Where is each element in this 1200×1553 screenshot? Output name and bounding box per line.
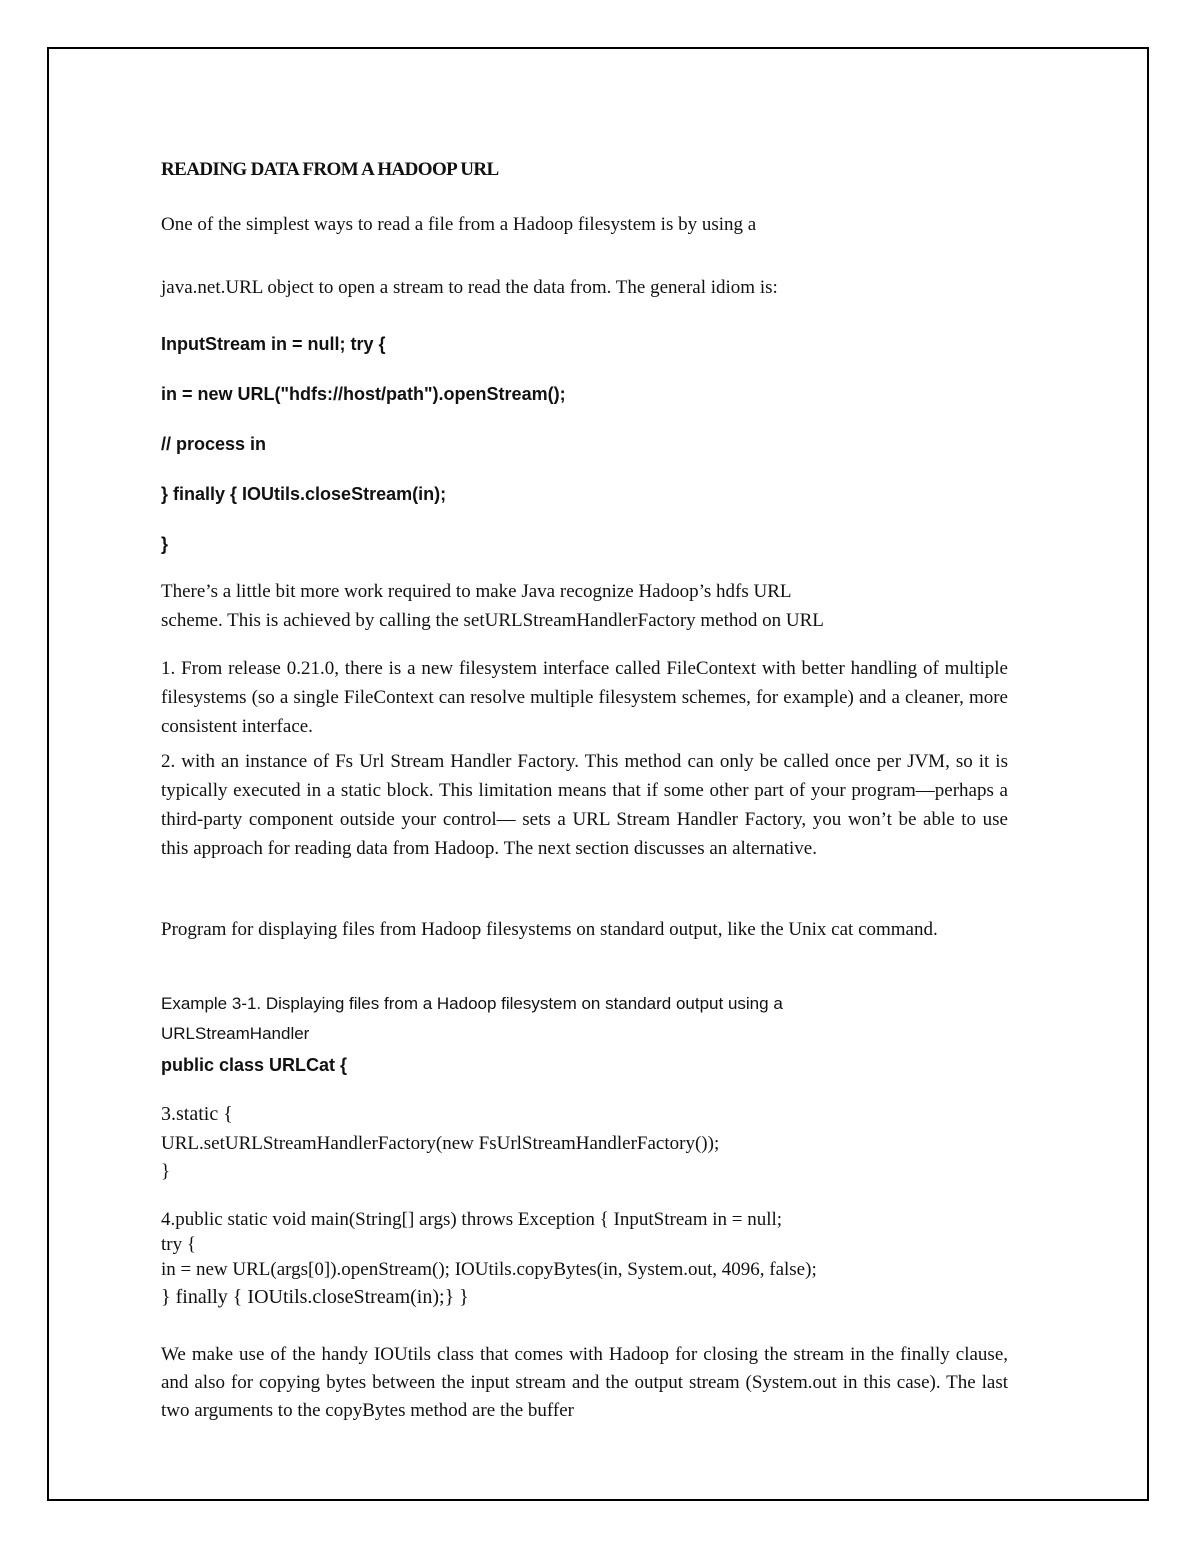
code-idiom-line: } xyxy=(161,534,169,554)
example-caption: URLStreamHandler xyxy=(161,1024,310,1043)
static-block-line: URL.setURLStreamHandlerFactory(new FsUrlStreamHandlerFactory()); xyxy=(161,1133,720,1154)
class-declaration: public class URLCat { xyxy=(161,1055,348,1075)
intro-line-2: java.net.URL object to open a stream to read the data from. The general idiom is: xyxy=(161,277,778,298)
main-method-line: } finally { IOUtils.closeStream(in);} } xyxy=(161,1286,469,1308)
code-idiom-line: // process in xyxy=(161,434,267,454)
page-title: READING DATA FROM A HADOOP URL xyxy=(161,159,499,180)
main-method-line: try { xyxy=(161,1234,196,1255)
scheme-line-2: scheme. This is achieved by calling the setURLStreamHandlerFactory method on URL xyxy=(161,610,824,631)
example-caption: Example 3-1. Displaying files from a Hadoop filesystem on standard output using a xyxy=(161,994,783,1013)
intro-line-1: One of the simplest ways to read a file from a Hadoop filesystem is by using a xyxy=(161,214,757,235)
static-block-line: 3.static { xyxy=(161,1103,233,1125)
main-method-line: in = new URL(args[0]).openStream(); IOUtils.copyBytes(in, System.out, 4096, false); xyxy=(161,1259,817,1280)
list-item-1: 1. From release 0.21.0, there is a new filesystem interface called FileContext with better handling of multiple filesystems (so a single FileContext can resolve multiple filesystem schemes, for example) and a cleaner, more consistent interface. xyxy=(161,658,1008,737)
program-description: Program for displaying files from Hadoop filesystems on standard output, like the Unix cat command. xyxy=(161,919,938,940)
code-idiom-line: in = new URL("hdfs://host/path").openStream(); xyxy=(161,384,566,404)
code-idiom-line: InputStream in = null; try { xyxy=(161,334,386,354)
main-method-line: 4.public static void main(String[] args) throws Exception { InputStream in = null; xyxy=(161,1209,783,1230)
static-block-line: } xyxy=(161,1161,171,1182)
closing-paragraph: We make use of the handy IOUtils class that comes with Hadoop for closing the stream in the finally clause, and also for copying bytes between the input stream and the output stream (System.out in this case). The last two arguments to the copyBytes method are the buffer xyxy=(161,1344,1008,1421)
code-idiom-line: } finally { IOUtils.closeStream(in); xyxy=(161,484,447,504)
list-item-2: 2. with an instance of Fs Url Stream Handler Factory. This method can only be called once per JVM, so it is typically executed in a static block. This limitation means that if some other part of your program—perhaps a third-party component outside your control— sets a URL Stream Handler Factory, you won’t be able to use this approach for reading data from Hadoop. The next section discusses an alternative. xyxy=(161,751,1008,859)
scheme-line-1: There’s a little bit more work required to make Java recognize Hadoop’s hdfs URL xyxy=(161,581,792,602)
